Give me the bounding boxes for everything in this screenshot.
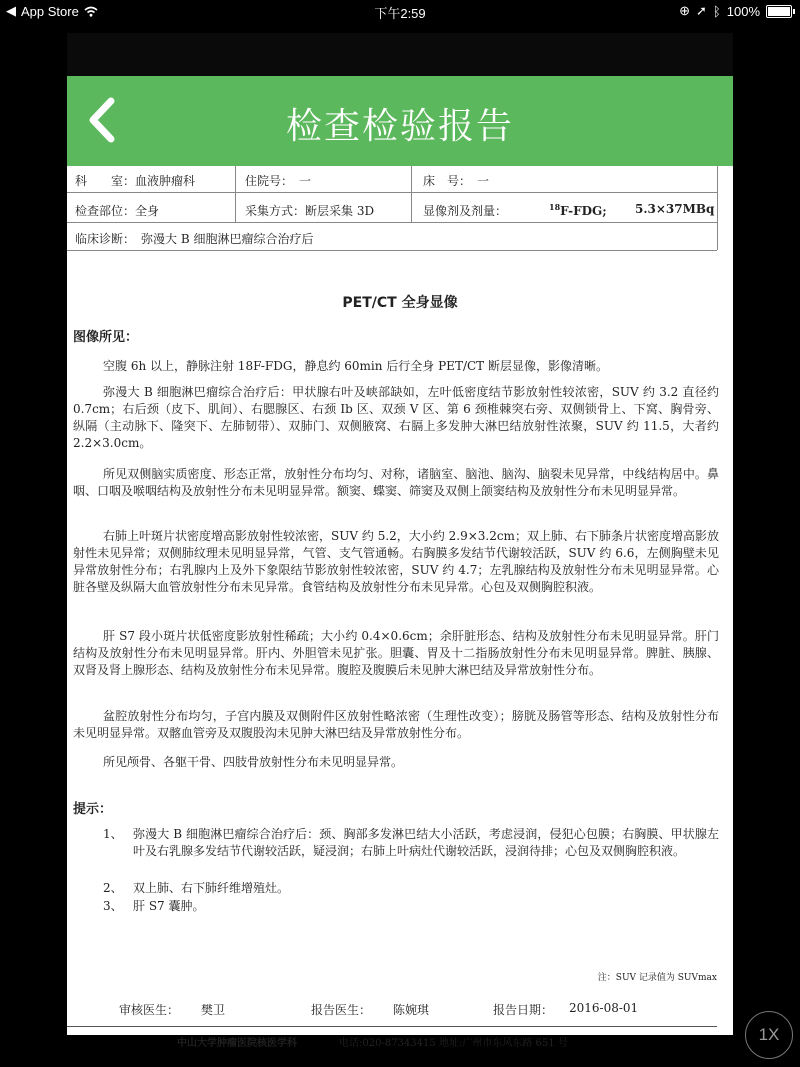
dept-field: 科 室：血液肿瘤科 — [75, 174, 196, 188]
inpatient-no-field: 住院号： 一 — [245, 174, 312, 188]
nav-bar — [67, 76, 733, 166]
report-document — [67, 166, 733, 1049]
footer-phone: 电话:020-87343415 — [339, 1038, 436, 1049]
page-title: 检查检验报告 — [285, 106, 514, 147]
reviewer-label: 审核医生： — [119, 1003, 180, 1017]
diagnosis-field: 临床诊断： 弥漫大 B 细胞淋巴瘤综合治疗后 — [75, 232, 314, 246]
findings-paragraph: 右肺上叶斑片状密度增高影放射性较浓密，SUV 约 5.2，大小约 2.9×3.2cm；双上肺、右下肺条片状密度增高影放射性未见异常；双侧肺纹理未见明显异常，气管、支气管通畅。右胸膜多发结节代谢较活跃，SUV 约 6.6，左侧胸壁未见异常放射性分布；右乳腺内上及外下象限结节影放射性较浓密，SUV 约 4.7；左乳腺结构及放射性分布未见明显异常。心脏各壁及纵隔大血管放射性分布未见异常。食管结构及放射性分布未见异常。心包及双侧胸腔积液。 — [73, 529, 719, 594]
info-row — [67, 166, 717, 192]
agent-name: F-FDG; — [560, 204, 607, 218]
findings-paragraph: 弥漫大 B 细胞淋巴瘤综合治疗后：甲状腺右叶及峡部缺如，左叶低密度结节影放射性较浓密，SUV 约 3.2 直径约 0.7cm；右后颈（皮下、肌间）、右腮腺区、右颈 Ib 区、双颈 V 区、第 6 颈椎棘突右旁、双侧锁骨上、下窝、胸骨旁、纵隔（主动脉下、隆突下、左肺韧带）、双肺门、双侧腋窝、右膈上多发肿大淋巴结放射性浓聚，SUV 约 11.5，大者约 2.2×3.0cm。 — [73, 385, 719, 450]
back-arrow-icon[interactable]: ◀ — [6, 3, 16, 18]
battery-icon — [766, 5, 792, 18]
info-row — [67, 224, 717, 250]
tips-heading: 提示： — [73, 802, 113, 817]
status-bar — [0, 0, 800, 22]
findings-paragraph: 空腹 6h 以上，静脉注射 18F-FDG，静息约 60min 后行全身 PET/CT 断层显像，影像清晰。 — [103, 359, 608, 373]
agent-value — [549, 202, 607, 218]
suv-note: 注：SUV 记录值为 SUVmax — [597, 973, 717, 983]
agent-isotope: 18 — [549, 202, 561, 212]
tip-number: 1、 — [103, 827, 123, 841]
doctor-label: 报告医生： — [311, 1003, 372, 1017]
tip-text: 肝 S7 囊肿。 — [133, 899, 205, 913]
findings-heading: 图像所见： — [73, 330, 139, 345]
status-time: 下午2:59 — [374, 6, 426, 21]
rotation-lock-icon: ⊕ — [679, 3, 691, 18]
bed-field: 床 号： 一 — [423, 174, 490, 188]
tip-number: 3、 — [103, 899, 123, 913]
table-line — [717, 166, 718, 250]
tip-text: 弥漫大 B 细胞淋巴瘤综合治疗后：颈、胸部多发淋巴结大小活跃，考虑浸润，侵犯心包膜；右胸膜、甲状腺左叶及右乳腺多发结节代谢较活跃，疑浸润；右肺上叶病灶代谢较活跃，浸润待排；心包及双侧胸腔积液。 — [133, 827, 719, 858]
exam-site-field: 检查部位：全身 — [75, 204, 160, 218]
findings-paragraph: 所见颅骨、各躯干骨、四肢骨放射性分布未见明显异常。 — [103, 755, 404, 769]
doctor-name: 陈婉琪 — [393, 1003, 430, 1017]
findings-paragraph: 盆腔放射性分布均匀，子宫内膜及双侧附件区放射性略浓密（生理性改变）；膀胱及肠管等形态、结构及放射性分布未见明显异常。双髂血管旁及双腹股沟未见肿大淋巴结及异常放射性分布。 — [73, 709, 719, 740]
zoom-button[interactable]: 1X — [745, 1011, 793, 1059]
battery-percent: 100% — [726, 3, 760, 19]
report-title: PET/CT 全身显像 — [342, 295, 458, 311]
carrier-label: App Store — [21, 3, 79, 19]
reviewer-name: 樊卫 — [201, 1003, 226, 1017]
dose-value: 5.3×37MBq — [635, 202, 715, 216]
footer-org: 中山大学肿瘤医院核医学科 — [177, 1038, 297, 1049]
agent-label: 显像剂及剂量： — [423, 204, 508, 218]
tip-number: 2、 — [103, 881, 123, 895]
tip-item — [103, 826, 719, 878]
table-line — [67, 192, 717, 193]
table-line — [67, 250, 717, 251]
tip-text: 双上肺、右下肺纤维增殖灶。 — [133, 881, 290, 895]
findings-paragraph: 所见双侧脑实质密度、形态正常，放射性分布均匀、对称，诸脑室、脑池、脑沟、脑裂未见异常，中线结构居中。鼻咽、口咽及喉咽结构及放射性分布未见明显异常。额窦、蝶窦、筛窦及双侧上颌窦结构及放射性分布未见明显异常。 — [73, 467, 719, 498]
findings-paragraph: 肝 S7 段小斑片状低密度影放射性稀疏；大小约 0.4×0.6cm；余肝脏形态、结构及放射性分布未见明显异常。肝门结构及放射性分布未见明显异常。肝内、外胆管未见扩张。胆囊、胃及十二指肠放射性分布未见明显异常。脾脏、胰腺、双肾及肾上腺形态、结构及放射性分布未见异常。腹腔及腹膜后未见肿大淋巴结及异常放射性分布。 — [73, 629, 719, 677]
bluetooth-icon: ᛒ — [712, 3, 721, 19]
app-screen — [67, 33, 733, 1049]
top-dark-bar — [67, 33, 733, 76]
footer-address: 地址:广州市东风东路 651 号 — [439, 1038, 568, 1049]
info-row — [67, 196, 717, 222]
report-date: 2016-08-01 — [569, 1001, 639, 1015]
date-label: 报告日期： — [493, 1003, 554, 1017]
location-icon: ➚ — [696, 3, 707, 18]
footer-divider — [67, 1026, 717, 1027]
table-line — [67, 222, 717, 223]
acquisition-field: 采集方式：断层采集 3D — [245, 204, 375, 218]
